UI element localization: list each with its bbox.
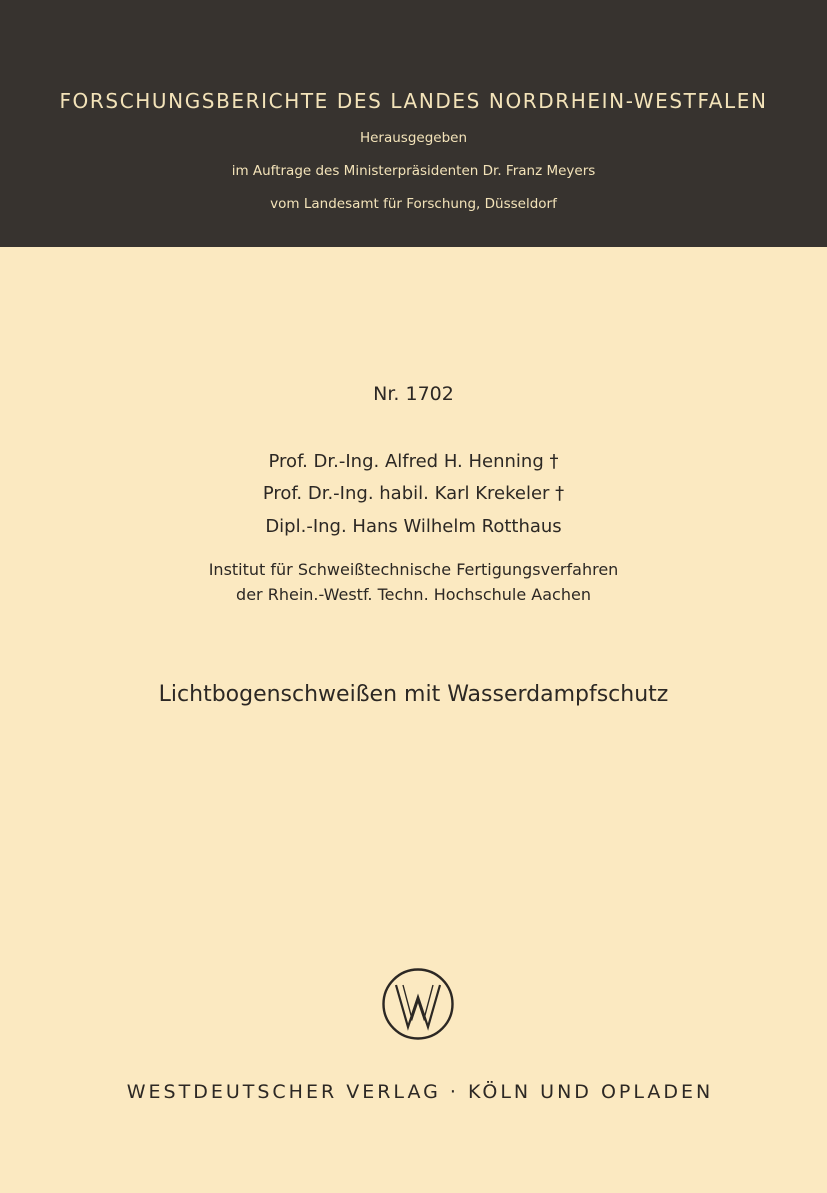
- author-2: Prof. Dr.-Ing. habil. Karl Krekeler †: [262, 483, 565, 504]
- author-1: Prof. Dr.-Ing. Alfred H. Henning †: [268, 451, 559, 472]
- report-number: Nr. 1702: [373, 383, 454, 405]
- editor-line: Herausgegeben: [359, 130, 468, 146]
- office-line: vom Landesamt für Forschung, Düsseldorf: [270, 196, 557, 212]
- series-header-band: [0, 0, 827, 247]
- institute-line-1: Institut für Schweißtechnische Fertigungsverfahren: [208, 560, 619, 579]
- commission-line: im Auftrage des Ministerpräsidenten Dr. Franz Meyers: [231, 163, 596, 179]
- report-title: Lichtbogenschweißen mit Wasserdampfschutz: [158, 682, 669, 707]
- westdeutscher-verlag-w-logo-icon: [381, 967, 455, 1041]
- institute-line-2: der Rhein.-Westf. Techn. Hochschule Aachen: [236, 585, 591, 604]
- publisher-imprint: WESTDEUTSCHER VERLAG · KÖLN UND OPLADEN: [126, 1081, 714, 1103]
- author-3: Dipl.-Ing. Hans Wilhelm Rotthaus: [265, 516, 562, 537]
- series-title: FORSCHUNGSBERICHTE DES LANDES NORDRHEIN-WESTFALEN: [59, 89, 768, 113]
